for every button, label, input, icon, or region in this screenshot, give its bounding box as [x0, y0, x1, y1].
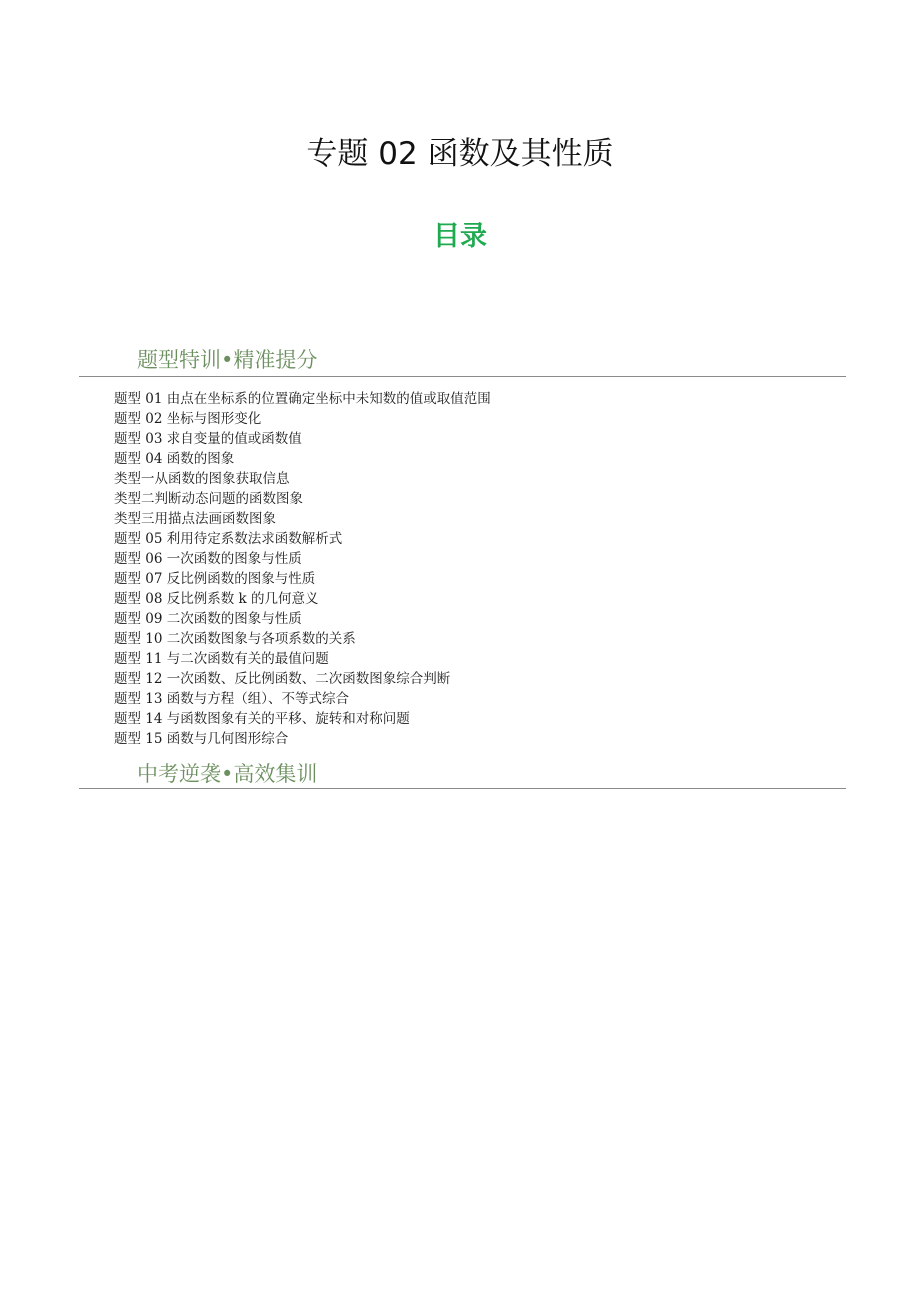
toc-item[interactable]: 题型 14 与函数图象有关的平移、旋转和对称问题: [114, 711, 410, 727]
toc-item[interactable]: 题型 07 反比例函数的图象与性质: [114, 571, 316, 587]
toc-item[interactable]: 题型 15 函数与几何图形综合: [114, 731, 289, 747]
toc-item[interactable]: 题型 13 函数与方程（组）、不等式综合: [114, 691, 350, 707]
section-divider: [79, 376, 846, 377]
toc-item[interactable]: 类型三用描点法画函数图象: [114, 511, 276, 527]
toc-item[interactable]: 题型 08 反比例系数 k 的几何意义: [114, 591, 319, 607]
toc-item[interactable]: 题型 01 由点在坐标系的位置确定坐标中未知数的值或取值范围: [114, 391, 491, 407]
toc-list: [114, 389, 491, 749]
section-heading-review[interactable]: 中考逆袭•高效集训: [137, 762, 318, 786]
toc-item[interactable]: 类型二判断动态问题的函数图象: [114, 491, 303, 507]
document-title: 专题 02 函数及其性质: [306, 136, 614, 172]
toc-heading: 目录: [433, 221, 487, 252]
toc-item[interactable]: 题型 03 求自变量的值或函数值: [114, 431, 302, 447]
toc-item[interactable]: 题型 12 一次函数、反比例函数、二次函数图象综合判断: [114, 671, 451, 687]
toc-item[interactable]: 题型 09 二次函数的图象与性质: [114, 611, 302, 627]
section-heading-training[interactable]: 题型特训•精准提分: [137, 348, 318, 372]
toc-item[interactable]: 题型 05 利用待定系数法求函数解析式: [114, 531, 343, 547]
section-divider: [79, 788, 846, 789]
toc-item[interactable]: 题型 10 二次函数图象与各项系数的关系: [114, 631, 356, 647]
toc-item[interactable]: 类型一从函数的图象获取信息: [114, 471, 290, 487]
toc-item[interactable]: 题型 11 与二次函数有关的最值问题: [114, 651, 329, 667]
toc-item[interactable]: 题型 02 坐标与图形变化: [114, 411, 262, 427]
toc-item[interactable]: 题型 04 函数的图象: [114, 451, 235, 467]
toc-item[interactable]: 题型 06 一次函数的图象与性质: [114, 551, 302, 567]
